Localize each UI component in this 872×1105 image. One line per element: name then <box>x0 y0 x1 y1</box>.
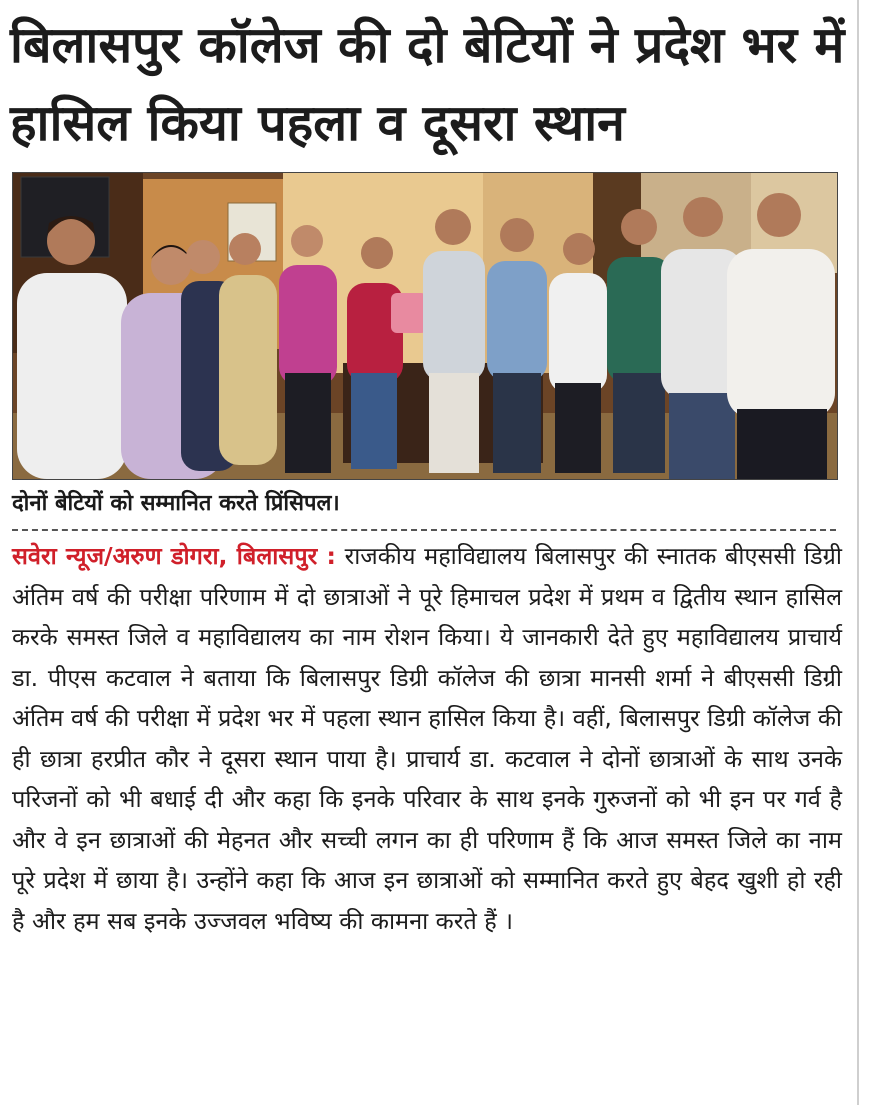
photo-illustration <box>13 173 837 479</box>
news-photo <box>12 172 838 480</box>
article-body <box>12 536 842 941</box>
photo-caption: दोनों बेटियों को सम्मानित करते प्रिंसिपल। <box>12 491 340 516</box>
article-text: राजकीय महाविद्यालय बिलासपुर की स्नातक बीएससी डिग्री अंतिम वर्ष की परीक्षा परिणाम में दो छात्राओं ने पूरे हिमाचल प्रदेश में प्रथम व द्वितीय स्थान हासिल करके समस्त जिले व महाविद्यालय का नाम रोशन किया। ये जानकारी देते हुए महाविद्यालय प्राचार्य डा. पीएस कटवाल ने बताया कि बिलासपुर डिग्री कॉलेज की छात्रा मानसी शर्मा ने बीएससी डिग्री अंतिम वर्ष की परीक्षा में प्रदेश भर में पहला स्थान हासिल किया है। वहीं, बिलासपुर डिग्री कॉलेज की ही छात्रा हरप्रीत कौर ने दूसरा स्थान पाया है। प्राचार्य डा. कटवाल ने दोनों छात्राओं के साथ उनके परिजनों को भी बधाई दी और कहा कि इनके परिवार के साथ इनके गुरुजनों को भी इन पर गर्व है और वे इन छात्राओं की मेहनत और सच्ची लगन का ही परिणाम हैं कि आज समस्त जिले का नाम पूरे प्रदेश में छाया है। उन्होंने कहा कि आज इन छात्राओं को सम्मानित करते हुए बेहद खुशी हो रही है और हम सब इनके उज्जवल भविष्य की कामना करते हैं । <box>12 542 842 935</box>
byline: सवेरा न्यूज/अरुण डोगरा, बिलासपुर : <box>12 542 336 570</box>
caption-divider <box>12 529 836 531</box>
headline: बिलासपुर कॉलेज की दो बेटियों ने प्रदेश भर में हासिल किया पहला व दूसरा स्थान <box>10 16 845 152</box>
column-rule <box>857 0 859 1105</box>
